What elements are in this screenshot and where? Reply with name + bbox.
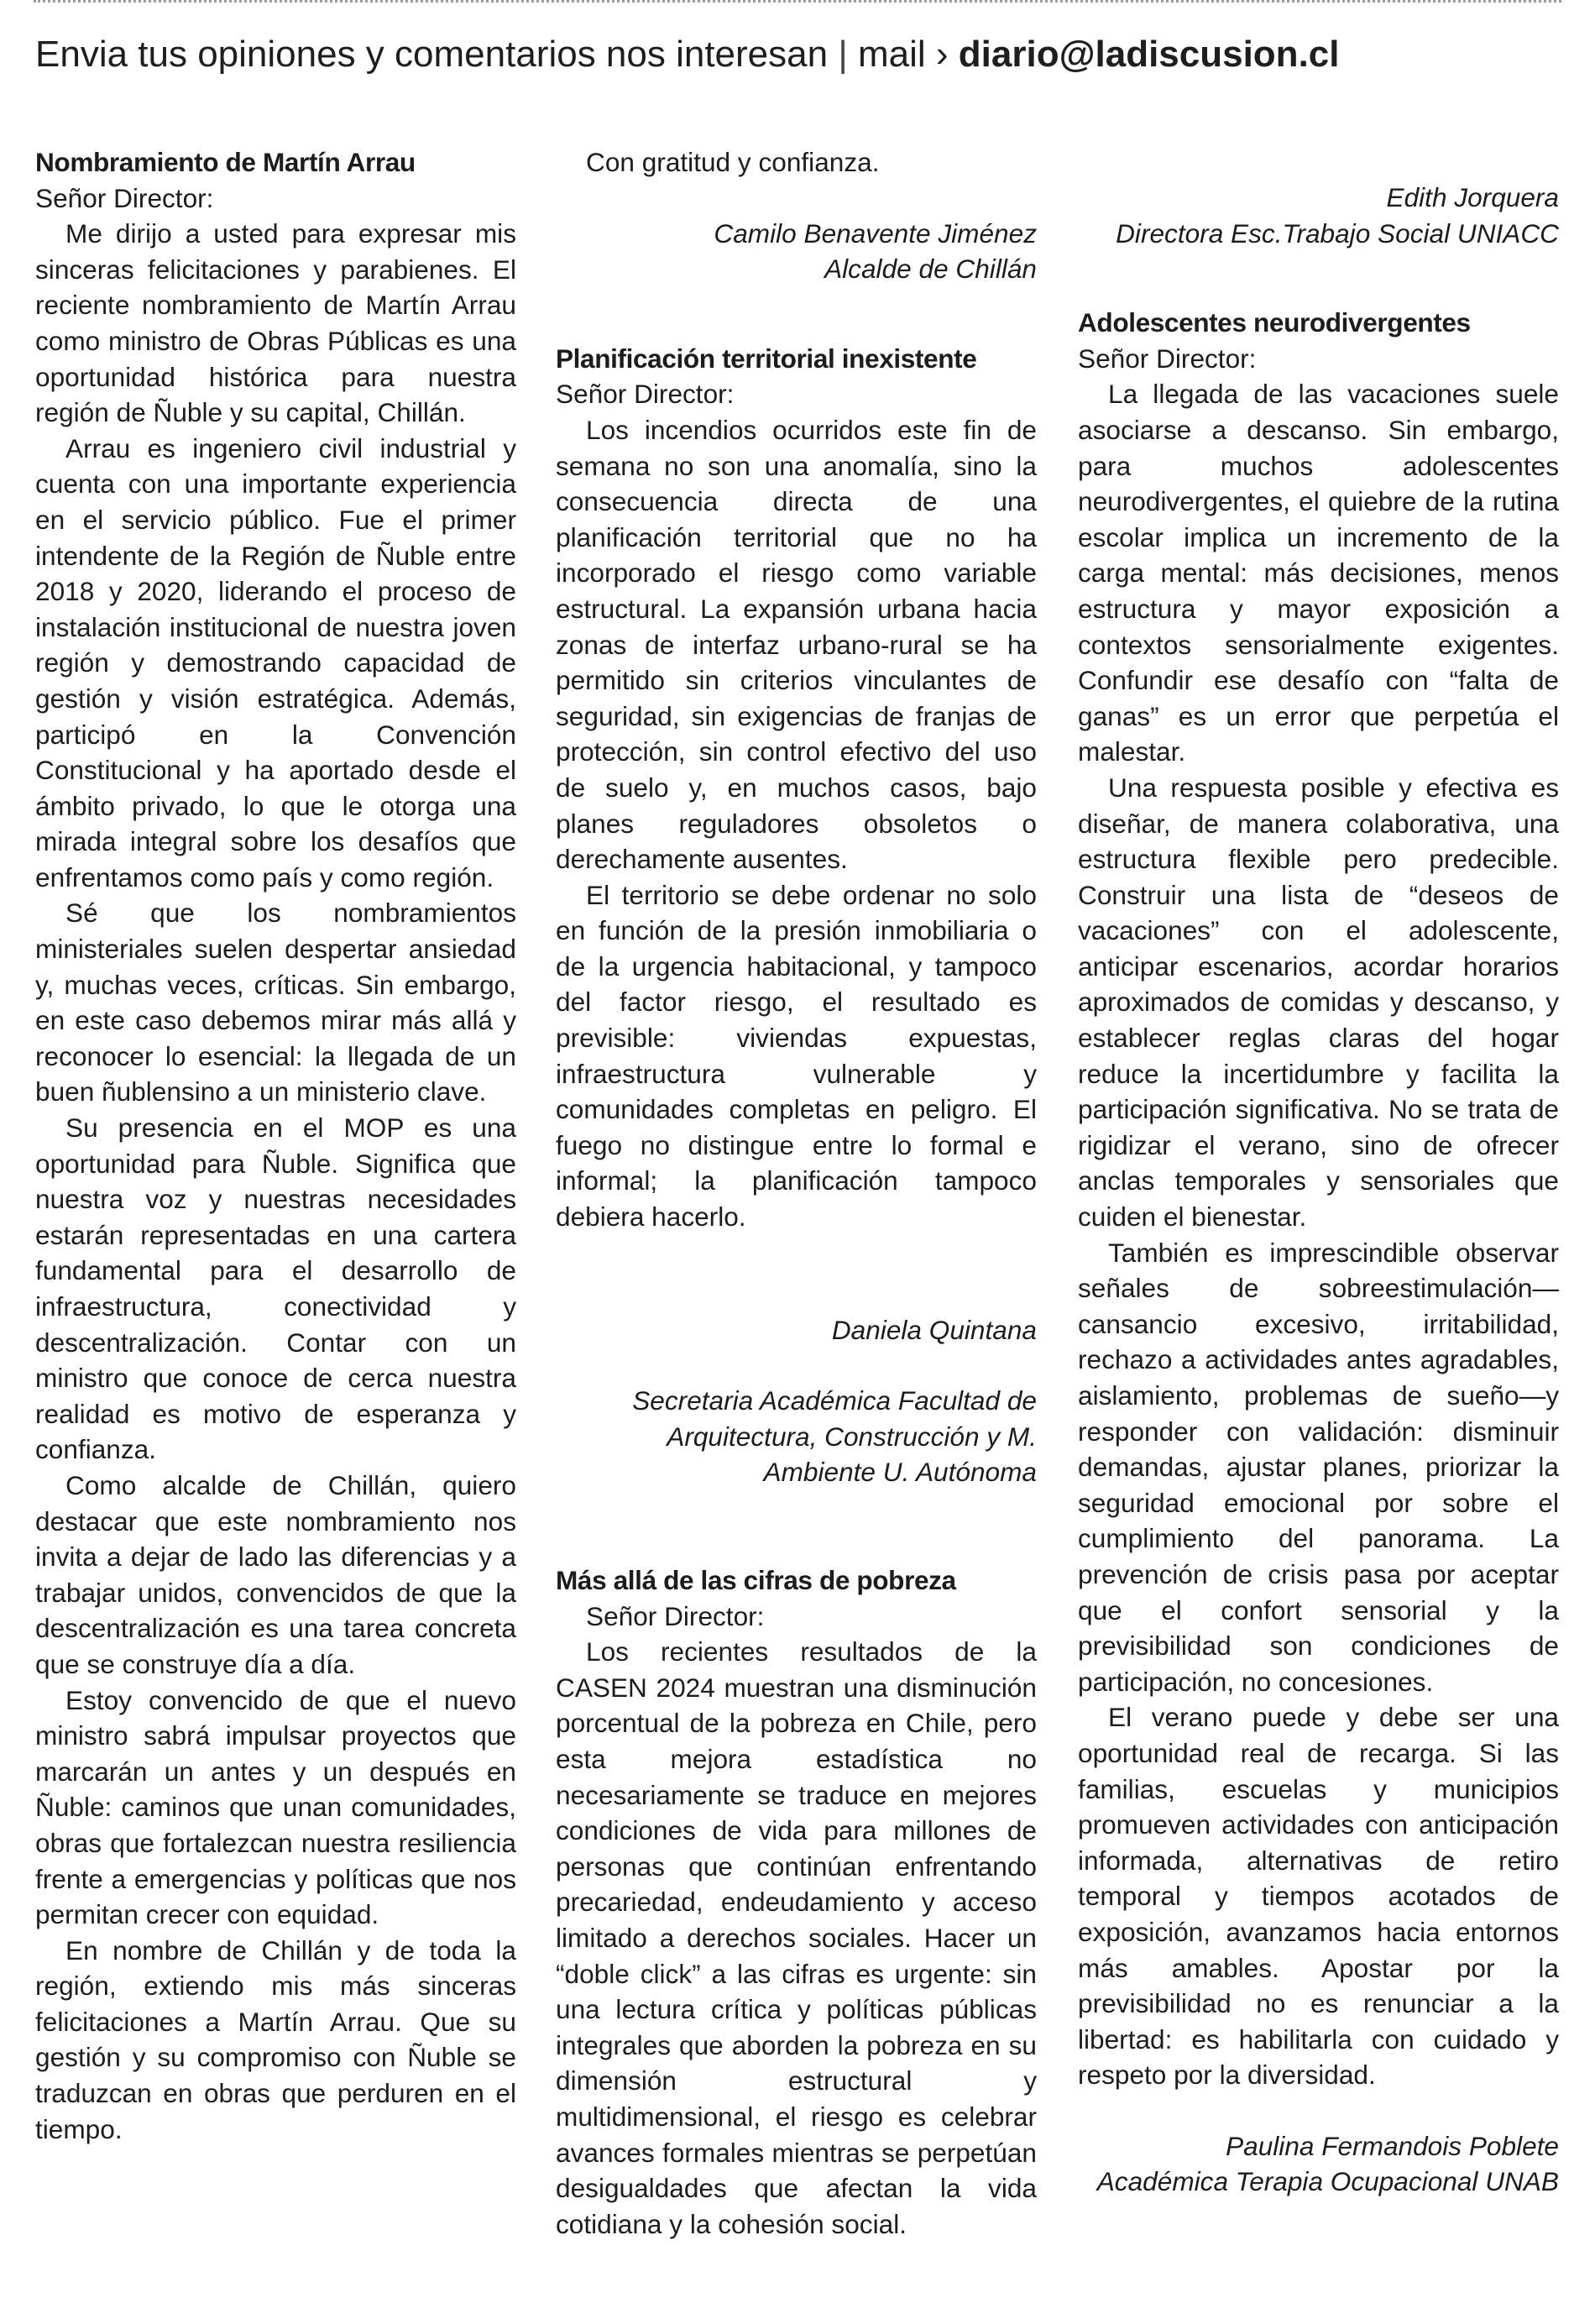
header-text: Envia tus opiniones y comentarios nos interesan xyxy=(35,34,829,75)
paragraph: También es imprescindible observar señales de sobreestimulación—cansancio excesivo, irritabilidad, rechazo a actividades antes agradables, aislamiento, problemas de sueño—y responder con validación: disminuir demandas, ajustar planes, priorizar la seguridad emocional por sobre el cumplimiento del panorama. La prevención de crisis pasa por aceptar que el confort sensorial y la previsibilidad son condiciones de participación, no concesiones. xyxy=(1078,1237,1559,1697)
signature-name: Daniela Quintana xyxy=(831,1314,1037,1345)
paragraph: La llegada de las vacaciones suele asociarse a descanso. Sin embargo, para muchos adolescentes neurodivergentes, el quiebre de la rutina escolar implica un incremento de la carga mental: más decisiones, menos estructura y mayor exposición a contextos sensorialmente exigentes. Confundir ese desafío con “falta de ganas” es un error que perpetúa el malestar. xyxy=(1078,379,1559,767)
paragraph: Los recientes resultados de la CASEN 2024 muestran una disminución porcentual de la pobreza en Chile, pero esta mejora estadística no necesariamente se traduce en mejores condiciones de vida para millones de personas que continúan enfrentando precariedad, endeudamiento y acceso limitado a derechos sociales. Hacer un “doble click” a las cifras es urgente: sin una lectura crítica y políticas públicas integrales que aborden la pobreza en su dimensión estructural y multidimensional, el riesgo es celebrar avances formales mientras se perpetúan desigualdades que afectan la vida cotidiana y la cohesión social. xyxy=(556,1636,1037,2239)
contact-email-link[interactable]: diario@ladiscusion.cl xyxy=(958,34,1340,75)
signature-role: Directora Esc.Trabajo Social UNIACC xyxy=(1116,217,1559,249)
paragraph: Una respuesta posible y efectiva es diseñar, de manera colaborativa, una estructura flexible pero predecible. Construir una lista de “deseos de vacaciones” con el adolescente, anticipar escenarios, acordar horarios aproximados de comidas y descanso, y establecer reglas claras del hogar reduce la incertidumbre y facilita la participación significativa. No se trata de rigidizar el verano, sino de ofrecer anclas temporales y sensoriales que cuiden el bienestar. xyxy=(1078,772,1559,1233)
top-dotted-rule xyxy=(34,0,1561,8)
paragraph: Me dirijo a usted para expresar mis sinceras felicitaciones y parabienes. El reciente nombramiento de Martín Arrau como ministro de Obras Públicas es una oportunidad histórica para nuestra región de Ñuble y su capital, Chillán. xyxy=(35,218,516,428)
signature-role: Secretaria Académica Facultad de Arquitectura, Construcción y M. Ambiente U. Autónoma xyxy=(632,1385,1037,1488)
letter-title-adolescentes: Adolescentes neurodivergentes xyxy=(1078,307,1471,338)
paragraph: Arrau es ingeniero civil industrial y cuenta con una importante experiencia en el servicio público. Fue el primer intendente de la Región de Ñuble entre 2018 y 2020, liderando el proceso de instalación institucional de nuestra joven región y demostrando capacidad de gestión y visión estratégica. Además, participó en la Convención Constitucional y ha aportado desde el ámbito privado, lo que le otorga una mirada integral sobre los desafíos que enfrentamos como país y como región. xyxy=(35,432,516,892)
signature-role: Académica Terapia Ocupacional UNAB xyxy=(1096,2166,1559,2197)
paragraph: Sé que los nombramientos ministeriales suelen despertar ansiedad y, muchas veces, críticas. Sin embargo, en este caso debemos mirar más allá y reconocer lo esencial: la llegada de un buen ñublensino a un ministerio clave. xyxy=(35,898,516,1107)
paragraph: Los incendios ocurridos este fin de semana no son una anomalía, sino la consecuencia directa de una planificación territorial que no ha incorporado el riesgo como variable estructural. La expansión urbana hacia zonas de interfaz urbano-rural se ha permitido sin criterios vinculantes de seguridad, sin exigencias de franjas de protección, sin control efectivo del uso de suelo y, en muchos casos, bajo planes reguladores obsoletos o derechamente ausentes. xyxy=(556,414,1037,875)
header-separator: | xyxy=(838,34,848,75)
paragraph: El territorio se debe ordenar no solo en función de la presión inmobiliaria o de la urgencia habitacional, y tampoco del factor riesgo, el resultado es previsible: viviendas expuestas, infraestructura vulnerable y comunidades completas en peligro. El fuego no distingue entre lo formal e informal; la planificación tampoco debiera hacerlo. xyxy=(556,879,1037,1233)
letter-title-arrau: Nombramiento de Martín Arrau xyxy=(35,147,416,177)
paragraph: Estoy convencido de que el nuevo ministro sabrá impulsar proyectos que marcarán un antes y un después en Ñuble: caminos que unan comunidades, obras que fortalezcan nuestra resiliencia frente a emergencias y políticas que nos permitan crecer con equidad. xyxy=(35,1684,516,1930)
letter-title-pobreza: Más allá de las cifras de pobreza xyxy=(556,1565,956,1595)
paragraph: En nombre de Chillán y de toda la región, extiendo mis más sinceras felicitaciones a Martín Arrau. Que su gestión y su compromiso con Ñuble se traduzcan en obras que perduren en el tiempo. xyxy=(35,1934,516,2144)
signature-name: Edith Jorquera xyxy=(1386,182,1559,212)
letter-title-planificacion: Planificación territorial inexistente xyxy=(556,343,977,374)
column-3 xyxy=(1078,144,1559,2200)
mail-label: mail › xyxy=(858,34,949,75)
salutation: Señor Director: xyxy=(556,379,735,410)
opinion-header xyxy=(35,25,1563,84)
paragraph: El verano puede y debe ser una oportunidad real de recarga. Si las familias, escuelas y municipios promueven actividades con anticipación informada, alternativas de retiro temporal y tiempos acotados de exposición, avanzamos hacia entornos más amables. Apostar por la previsibilidad no es renunciar a la libertad: es habilitarla con cuidado y respeto por la diversidad. xyxy=(1078,1702,1559,2091)
paragraph: Como alcalde de Chillán, quiero destacar que este nombramiento nos invita a dejar de lado las diferencias y a trabajar unidos, convencidos de que la descentralización es una tarea concreta que se construye día a día. xyxy=(35,1469,516,1679)
signature-name: Camilo Benavente Jiménez xyxy=(714,217,1037,249)
salutation: Señor Director: xyxy=(586,1600,765,1631)
column-1 xyxy=(35,144,516,2147)
signature-name: Paulina Fermandois Poblete xyxy=(1226,2130,1559,2161)
column-2 xyxy=(556,144,1037,2242)
salutation: Señor Director: xyxy=(35,182,214,213)
paragraph: Con gratitud y confianza. xyxy=(586,147,880,177)
signature-role: Alcalde de Chillán xyxy=(824,254,1037,285)
paragraph: Su presencia en el MOP es una oportunidad para Ñuble. Significa que nuestra voz y nuestras necesidades estarán representadas en una cartera fundamental para el desarrollo de infraestructura, conectividad y descentralización. Contar con un ministro que conoce de cerca nuestra realidad es motivo de esperanza y confianza. xyxy=(35,1112,516,1465)
salutation: Señor Director: xyxy=(1078,343,1257,374)
